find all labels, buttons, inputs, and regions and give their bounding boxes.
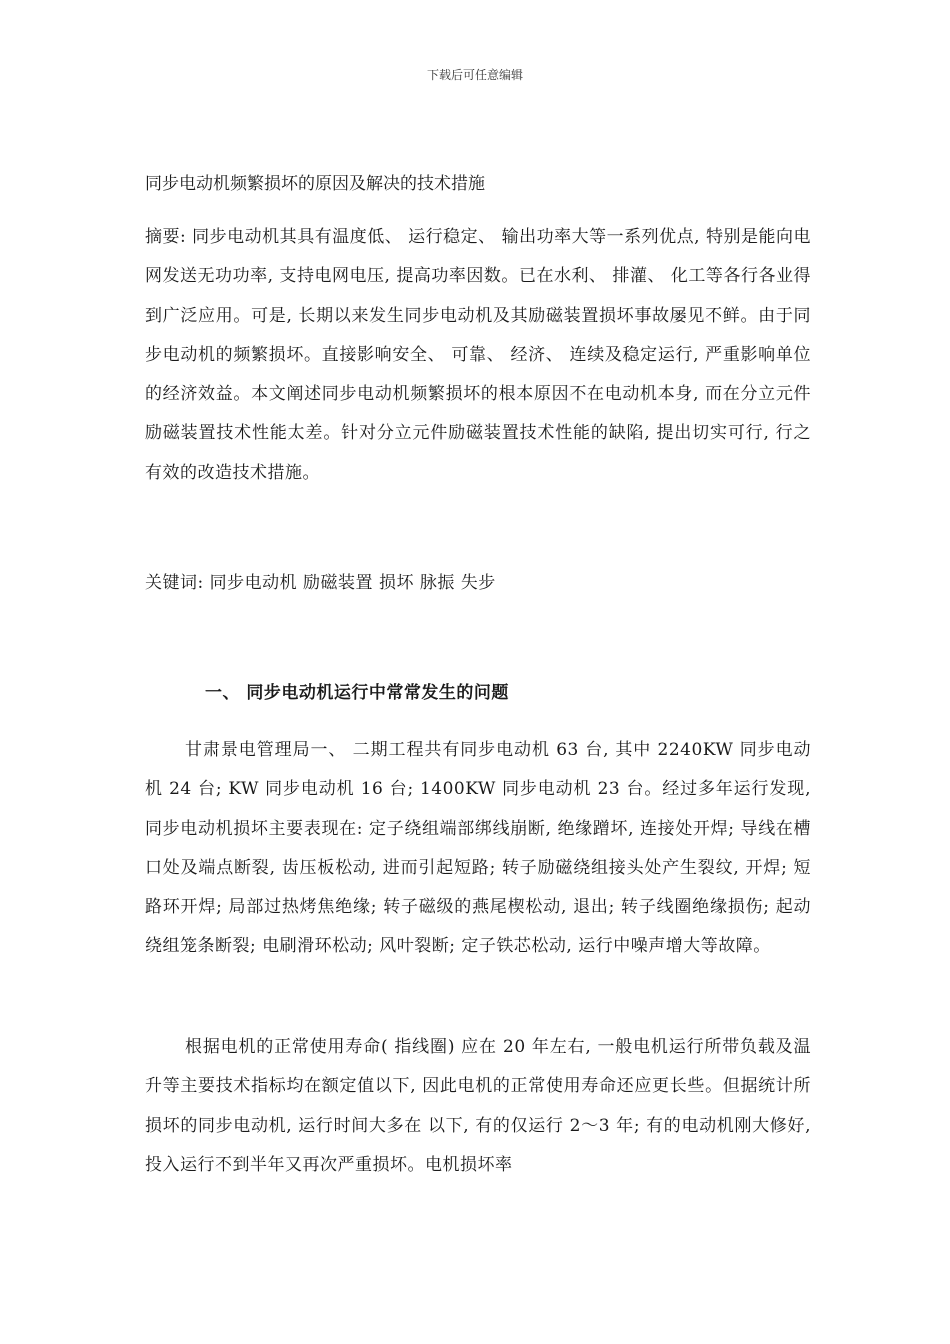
header-note: 下载后可任意编辑: [426, 68, 523, 82]
body-paragraph: 甘肃景电管理局一、 二期工程共有同步电动机 63 台, 其中 2240KW 同步电动机 24 台; KW 同步电动机 16 台; 1400KW 同步电动机 23 台。经过多年运行发现, 同步电动机损坏主要表现在: 定子绕组端部绑线崩断, 绝缘蹭坏, 连接处开焊; 导线在槽口处及端点断裂, 齿压板松动, 进而引起短路; 转子励磁绕组接头处产生裂纹, 开焊; 短路环开焊; 局部过热烤焦绝缘; 转子磁级的燕尾楔松动, 退出; 转子线圈绝缘损伤; 起动绕组笼条断裂; 电刷滑环松动; 风叶裂断; 定子铁芯松动, 运行中噪声增大等故障。: [145, 740, 811, 957]
keywords-line: 关键词: 同步电动机 励磁装置 损坏 脉振 失步: [145, 573, 496, 593]
section-heading: 一、 同步电动机运行中常常发生的问题: [205, 683, 509, 703]
document-title: 同步电动机频繁损坏的原因及解决的技术措施: [145, 174, 485, 194]
body-paragraph: 根据电机的正常使用寿命( 指线圈) 应在 20 年左右, 一般电机运行所带负载及温升等主要技术指标均在额定值以下, 因此电机的正常使用寿命还应更长些。但据统计所损坏的同步电动机, 运行时间大多在 以下, 有的仅运行 2～3 年; 有的电动机刚大修好, 投入运行不到半年又再次严重损坏。电机损坏率: [145, 1037, 811, 1175]
abstract-paragraph: 摘要: 同步电动机其具有温度低、 运行稳定、 输出功率大等一系列优点, 特别是能向电网发送无功功率, 支持电网电压, 提高功率因数。已在水利、 排灌、 化工等各行各业得到广泛应用。可是, 长期以来发生同步电动机及其励磁装置损坏事故屡见不鲜。由于同步电动机的频繁损坏。直接影响安全、 可靠、 经济、 连续及稳定运行, 严重影响单位的经济效益。本文阐述同步电动机频繁损坏的根本原因不在电动机本身, 而在分立元件励磁装置技术性能太差。针对分立元件励磁装置技术性能的缺陷, 提出切实可行, 行之有效的改造技术措施。: [145, 227, 811, 483]
